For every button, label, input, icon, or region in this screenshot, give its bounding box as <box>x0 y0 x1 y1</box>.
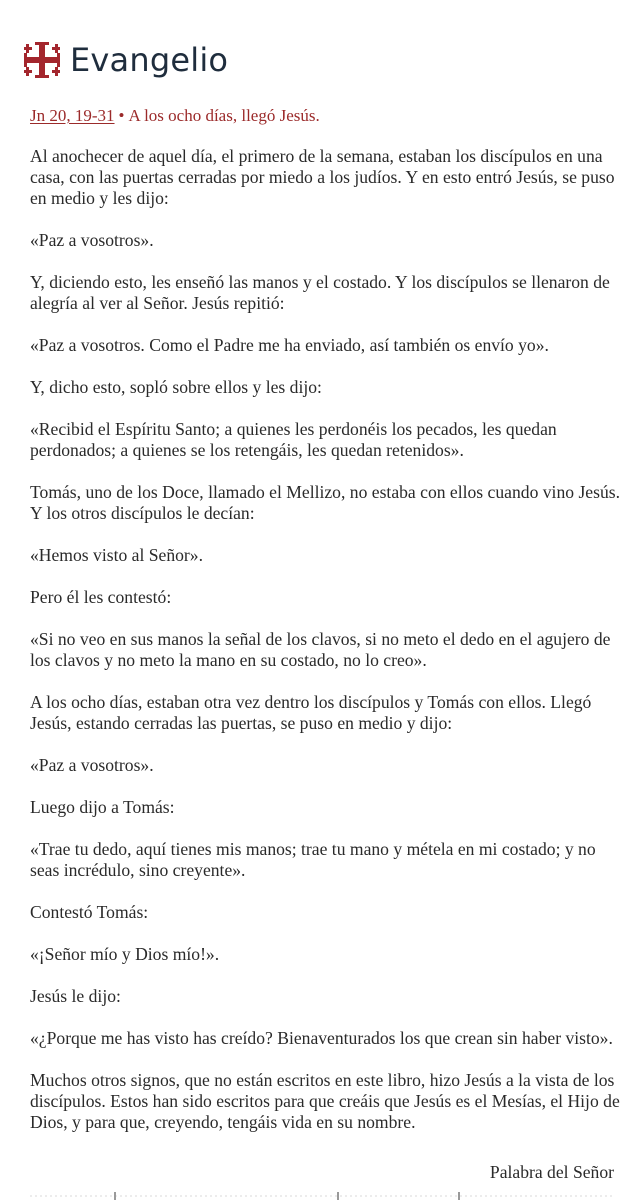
reference-separator: • <box>118 106 125 125</box>
gospel-text <box>30 146 620 1154</box>
paragraph: Tomás, uno de los Doce, llamado el Mellizo, no estaba con ellos cuando vino Jesús. Y los otros discípulos le decían: <box>30 482 620 523</box>
paragraph: Muchos otros signos, que no están escritos en este libro, hizo Jesús a la vista de los discípulos. Estos han sido escritos para que creáis que Jesús es el Mesías, el Hijo de Dios, y para que, creyendo, tengáis vida en su nombre. <box>30 1070 620 1132</box>
jerusalem-cross-icon <box>24 41 60 79</box>
paragraph: Jesús le dijo: <box>30 986 121 1006</box>
paragraph: «Recibid el Espíritu Santo; a quienes les perdonéis los pecados, les quedan perdonados; a quienes se los retengáis, les quedan retenidos». <box>30 419 557 460</box>
closing-acclamation: Palabra del Señor <box>489 1162 614 1182</box>
scripture-reference <box>30 104 320 128</box>
paragraph: «Paz a vosotros». <box>30 755 154 775</box>
paragraph: «¿Porque me has visto has creído? Bienaventurados los que crean sin haber visto». <box>30 1028 613 1048</box>
paragraph: A los ocho días, estaban otra vez dentro los discípulos y Tomás con ellos. Llegó Jesús, estando cerradas las puertas, se puso en medio y dijo: <box>30 692 592 733</box>
citation-link[interactable]: Jn 20, 19-31 <box>30 106 115 125</box>
decorative-border <box>0 1192 644 1200</box>
paragraph: Pero él les contestó: <box>30 587 172 607</box>
site-title: Evangelio <box>70 41 229 79</box>
paragraph: Contestó Tomás: <box>30 902 149 922</box>
paragraph: «Paz a vosotros». <box>30 230 154 250</box>
paragraph: Luego dijo a Tomás: <box>30 797 175 817</box>
paragraph: Al anochecer de aquel día, el primero de la semana, estaban los discípulos en una casa, con las puertas cerradas por miedo a los judíos. Y en esto entró Jesús, se puso en medio y les dijo: <box>30 146 615 208</box>
paragraph: «¡Señor mío y Dios mío!». <box>30 944 220 964</box>
paragraph: «Paz a vosotros. Como el Padre me ha enviado, así también os envío yo». <box>30 335 549 355</box>
paragraph: Y, diciendo esto, les enseñó las manos y el costado. Y los discípulos se llenaron de alegría al ver al Señor. Jesús repitió: <box>30 272 610 313</box>
paragraph: «Si no veo en sus manos la señal de los clavos, si no meto el dedo en el agujero de los clavos y no meto la mano en su costado, no lo creo». <box>30 629 611 670</box>
reading-heading: A los ocho días, llegó Jesús. <box>128 106 320 125</box>
header <box>24 38 228 82</box>
paragraph: Y, dicho esto, sopló sobre ellos y les dijo: <box>30 377 322 397</box>
paragraph: «Trae tu dedo, aquí tienes mis manos; trae tu mano y métela en mi costado; y no seas incrédulo, sino creyente». <box>30 839 596 880</box>
paragraph: «Hemos visto al Señor». <box>30 545 203 565</box>
